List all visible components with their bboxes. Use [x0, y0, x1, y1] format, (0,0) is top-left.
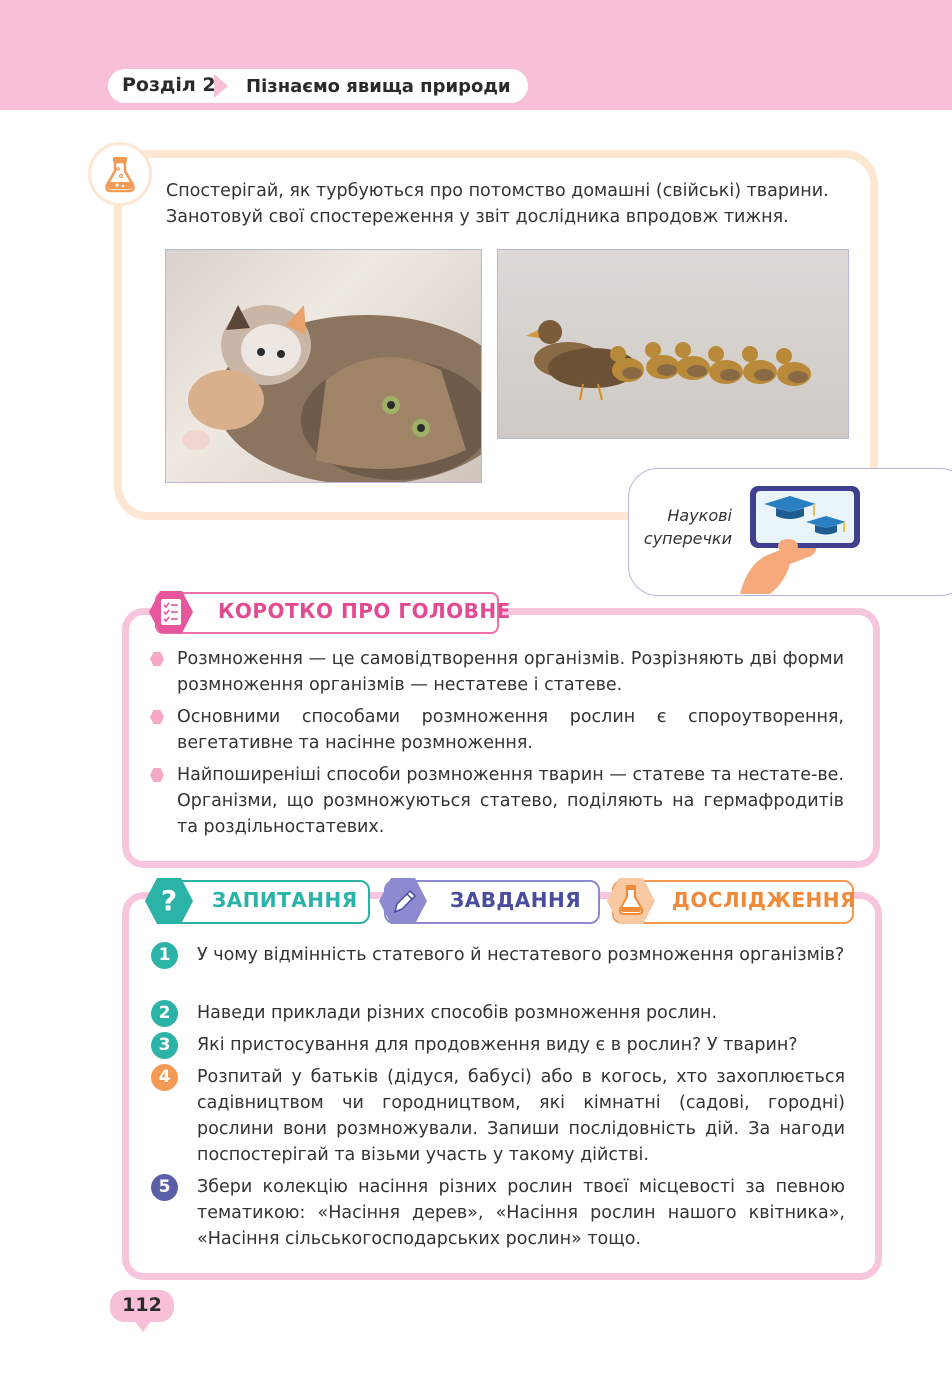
flask-icon [88, 142, 152, 206]
phone-graduation-caps-icon [730, 482, 880, 594]
flask-icon [606, 876, 656, 926]
summary-item-3: Найпоширеніші способи розмноження тварин — статеве та нестате-ве. Організми, що розмножуються статево, поділяють на гермафродитів та роздільностатевих. [177, 765, 844, 837]
science-debate-label-line1: Наукові [667, 506, 732, 525]
question-1-text: У чому відмінність статевого й нестатевого розмноження організмів? [197, 945, 845, 965]
task-number-5: 5 [151, 1174, 178, 1201]
tab-questions-label: ЗАПИТАННЯ [212, 888, 358, 912]
science-debate-label [632, 504, 732, 550]
task-number-4: 4 [151, 1064, 178, 1091]
duck-with-ducklings-photo [497, 249, 849, 439]
tab-tasks-label: ЗАВДАННЯ [450, 888, 582, 912]
page-number: 112 [122, 1294, 162, 1316]
cat-with-kitten-photo [165, 249, 482, 483]
pencil-icon [378, 876, 428, 926]
task-4-text: Розпитай у батьків (дідуся, бабусі) або в когось, хто захоплюється садівництвом чи городництвом, які кімнатні (садові, городні) рослини вони розмножували. Запиши послідовність дій. За нагоди поспостерігай та візьми участь у такому дійстві. [197, 1067, 845, 1165]
task-5-text: Збери колекцію насіння різних рослин твоєї місцевості за певною тематикою: «Насіння дерев», «Насіння рослин нашого квітника», «Насіння сільськогосподарських рослин» тощо. [197, 1177, 845, 1249]
summary-item-1: Розмноження — це самовідтворення організмів. Розрізняють дві форми розмноження організмів — нестатеве і статеве. [177, 649, 844, 695]
chapter-label: Розділ 2 [122, 74, 216, 96]
page-number-tail [134, 1320, 152, 1332]
science-debate-label-line2: суперечки [643, 529, 732, 548]
question-number-2: 2 [151, 1000, 178, 1027]
observation-text: Спостерігай, як турбуються про потомство домашні (свійські) тварини. Занотовуй свої спостереження у звіт дослідника впродовж тижня. [166, 181, 829, 227]
summary-title: КОРОТКО ПРО ГОЛОВНЕ [218, 599, 511, 623]
summary-item-2: Основними способами розмноження рослин є спороутворення, вегетативне та насінне розмноження. [177, 707, 844, 753]
question-mark-icon [144, 876, 194, 926]
chapter-title: Пізнаємо явища природи [246, 76, 511, 97]
question-number-3: 3 [151, 1032, 178, 1059]
chapter-arrow-icon [214, 74, 228, 98]
svg-text:?: ? [160, 884, 178, 917]
question-number-1: 1 [151, 942, 178, 969]
tab-research-label: ДОСЛІДЖЕННЯ [672, 888, 856, 912]
question-2-text: Наведи приклади різних способів розмноження рослин. [197, 1003, 718, 1023]
question-3-text: Які пристосування для продовження виду є в рослин? У тварин? [197, 1035, 798, 1055]
checklist-icon [148, 589, 194, 635]
